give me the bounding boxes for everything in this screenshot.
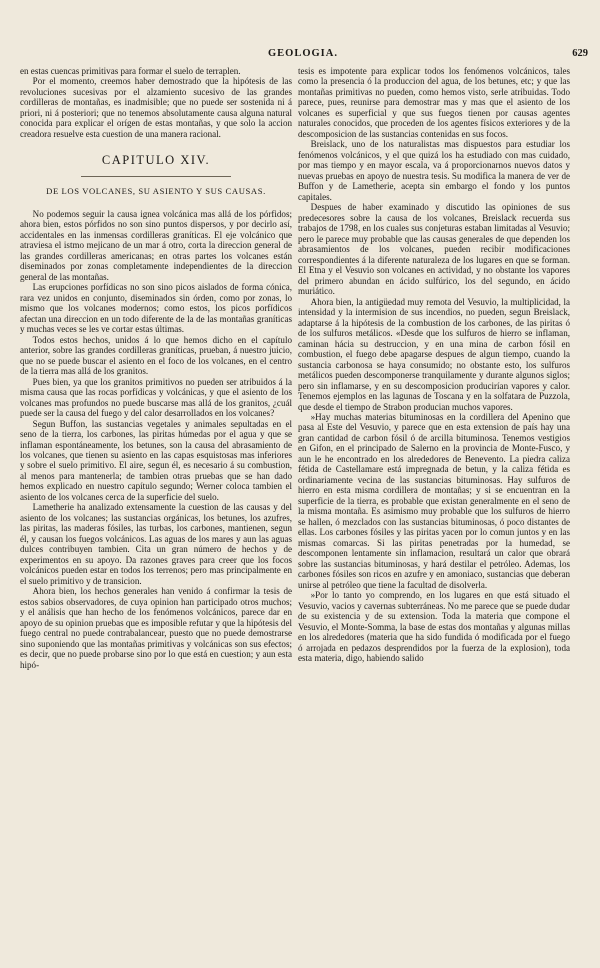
left-column <box>20 66 292 670</box>
body-paragraph: Ahora bien, los hechos generales han venido á confirmar la tesis de estos sabios observadores, de cuya opinion han participado otros muchos; y el análisis que han hecho de los fenómenos volcánicos, parece dar en apoyo de su opinion pruebas que es imposible refutar y que la hipótesis del fuego central no puede contrabalancear, puesto que no puede demostrarse sino suponiendo que las montañas primitivas y volcánicas son sus efectos; es decir, que no puede probarse sino por lo que está en cuestion; y aun esta hipó- <box>20 586 292 670</box>
body-paragraph: Por el momento, creemos haber demostrado que la hipótesis de las revoluciones sucesivas por el alzamiento sucesivo de las grandes cordilleras de montañas, es inadmisible; que no puede ser sostenida ni á priori, ni á posteriori; que no tenemos absolutamente causa alguna natural conocida para explicar el orígen de estas montañas, y que solo la accion creadora resuelve esta cuestion de una manera racional. <box>20 76 292 139</box>
running-head: GEOLOGIA. <box>268 48 338 59</box>
body-paragraph: Ahora bien, la antigüedad muy remota del Vesuvio, la multiplicidad, la intensidad y la intermision de sus incendios, no pueden, segun Breislack, adaptarse á la hipótesis de la combustion de los carbones, de las piritas ó de los sulfuros metálicos. «Desde que los sulfuros de hierro se inflaman, caminan hácia su destruccion, y en una mina de carbon fósil en combustion, el fuego debe apagarse despues de algun tiempo, cuando la sustancia carbonosa se haya consumido; no obstante esto, los sulfuros metálicos pueden descomponerse tranquilamente y durante algunos siglos; pero sin inflamarse, y en su descomposicion producirían vapores y calor. Tenemos ejemplos en las lagunas de Toscana y en la solfatara de Puzzola, que desde el tiempo de Strabon producian muchos vapores. <box>298 296 570 412</box>
section-title: DE LOS VOLCANES, SU ASIENTO Y SUS CAUSAS. <box>46 185 266 196</box>
page-number: 629 <box>572 48 588 59</box>
right-column <box>298 66 570 664</box>
divider <box>81 176 231 177</box>
body-paragraph: Lametherie ha analizado extensamente la cuestion de las causas y del asiento de los volcanes; las sustancias orgánicas, los betunes, los azufres, las piritas, las maderas fósiles, las turbas, los carbones, mantienen, segun él, y causan los fuegos volcánicos. Las aguas de los mares y aun las aguas dulces contribuyen tambien. Cita un gran número de hechos y de experimentos en su apoyo. Da razones graves para creer que los focos volcánicos pueden estar en todos los terrenos; pero mas principalmente en el suelo primitivo y de transicion. <box>20 502 292 586</box>
body-paragraph: »Por lo tanto yo comprendo, en los lugares en que está situado el Vesuvio, vacios y cavernas subterráneas. No me parece que se puede dudar de su existencia y de su extension. Toda la materia que compone el Vesuvio, el Monte-Somma, la base de estas dos montañas y algunas millas en los alrededores (materia que ha sido fundida ó modificada por el fuego ó arrojada en pedazos desprendidos por la fuerza de la explosion), toda esta materia, digo, habiendo salido <box>298 590 570 664</box>
body-paragraph: Todos estos hechos, unidos á lo que hemos dicho en el capítulo anterior, sobre las grandes cordilleras graníticas, prueban, á nuestro juicio, que no se puede buscar el asiento en el foco de los volcanes, en el centro de la tierra mas allá de los granitos. <box>20 334 292 377</box>
body-paragraph: »Hay muchas materias bituminosas en la cordillera del Apenino que pasa al Este del Vesuvio, y parece que en esta extension de país hay una gran cantidad de carbon fósil ó de arcilla bituminosa. Tenemos vestigios en Gifon, en el principado de Salerno en la provincia de Monte-Fusco, y aun le he encontrado en los alrededores de Benevento. La piedra caliza fétida de Castellamare está impregnada de betun, y la caliza fétida es ordinariamente vecina de las sustancias bituminosas. Hay sulfuros de hierro en esta misma cordillera de montañas; y si se encuentran en la superficie de la tierra, es probable que existan generalmente en el seno de la misma montaña. Es asimismo muy probable que los sulfuros de hierro se hallen, ó mezclados con las sustancias bituminosas, ó poco distantes de ellas. Los carbones fósiles y las piritas yacen por lo comun juntos y en las mismas comarcas. Si las piritas penetradas por la humedad, se descomponen lentamente sin inflamacion, resultará un calor que obrará sobre las sustancias bituminosas, y hará destilar el petróleo. Ademas, los carbones fósiles son ricos en azufre y en amoniaco, sustancias que deberan unirse al petróleo que tiene la facultad de disolverla. <box>298 411 570 590</box>
page-header <box>18 48 588 62</box>
body-paragraph: tesis es impotente para explicar todos los fenómenos volcánicos, tales como la presencia ó la produccion del agua, de los betunes, etc; y que las montañas primitivas no pueden, como hemos visto, serle atribuidas. Todo parece, pues, reunirse para demostrar mas y mas que el asiento de los volcanes es superficial y que sus fuegos tienen por causas agentes naturales conocidos, que proceden de los agentes físicos exteriores y de la descomposicion de las sustancias contenidas en sus focos. <box>298 66 570 139</box>
body-paragraph: Las erupciones porfídicas no son sino picos aislados de forma cónica, rara vez unidos en conjunto, diseminados sin órden, como por zonas, lo mismo que los volcanes modernos; como estos, los picos porfídicos afectan una direccion en un todo diferente de la de las montañas graníticas y muchas veces se les ve cortar estas últimas. <box>20 282 292 335</box>
body-paragraph: No podemos seguir la causa ignea volcánica mas allá de los pórfidos; ahora bien, estos pórfidos no son sino puntos dispersos, y por decirlo así, accidentales en las inmensas cordilleras graníticas. El eje volcánico que atraviesa el istmo mejicano de un mar á otro, corta la direccion general de las grandes cordilleras americanas; en otras partes los volcanes están diseminados por zonas completamente independientes de la direccion general de las montañas. <box>20 208 292 282</box>
chapter-title: CAPITULO XIV. <box>101 153 211 168</box>
body-paragraph: Despues de haber examinado y discutido las opiniones de sus predecesores sobre la causa de los volcanes, Breislack recuerda sus trabajos de 1798, en los cuales sus conjeturas estaban limitadas al Vesuvio; pero le parece muy probable que las causas generales de que dependen los abrasamientos de los volcanes, pueden recibir modificaciones correspondientes á la diferente naturaleza de los lugares en que se forman. El Etna y el Vesuvio son volcanes en actividad, y no obstante los vapores del primero abundan en ácido sulfúrico, los del segundo, en ácido muriático. <box>298 202 570 297</box>
body-paragraph: Pues bien, ya que los granitos primitivos no pueden ser atribuidos á la misma causa que las rocas porfídicas y volcánicas, y que el asiento de los volcanes mas profundos no puede buscarse mas allá de los granitos, ¿cuál puede ser la causa del fuego y del calor desarrollados en los volcanes? <box>20 376 292 419</box>
body-paragraph: en estas cuencas primitivas para formar el suelo de terraplen. <box>20 66 241 76</box>
body-paragraph: Breislack, uno de los naturalistas mas dispuestos para estudiar los fenómenos volcánicos, y el que quizá los ha estudiado con mas cuidado, por mas tiempo y en mayor escala, va á proporcionarnos nuevos datos y nuevas pruebas en apoyo de nuestra tesis. Su modifica la manera de ver de Buffon y de Lametherie, acepta sin embargo el fondo y los puntos capitales. <box>298 139 570 202</box>
body-paragraph: Segun Buffon, las sustancias vegetales y animales sepultadas en el seno de la tierra, los carbones, las piritas húmedas por el agua y que se inflaman espontáneamente, los betunes, son la causa del abrasamiento de los volcanes, que tienen su asiento en las capas esquistosas mas inferiores y sobre el suelo primitivo. El aire, segun él, es necesario á su combustion, al menos para mantenerla; de tambien otras pruebas que se han dado hemos explicado en nuestro capítulo segundo; Werner coloca tambien el asiento de los volcanes cerca de la superficie del suelo. <box>20 418 292 502</box>
